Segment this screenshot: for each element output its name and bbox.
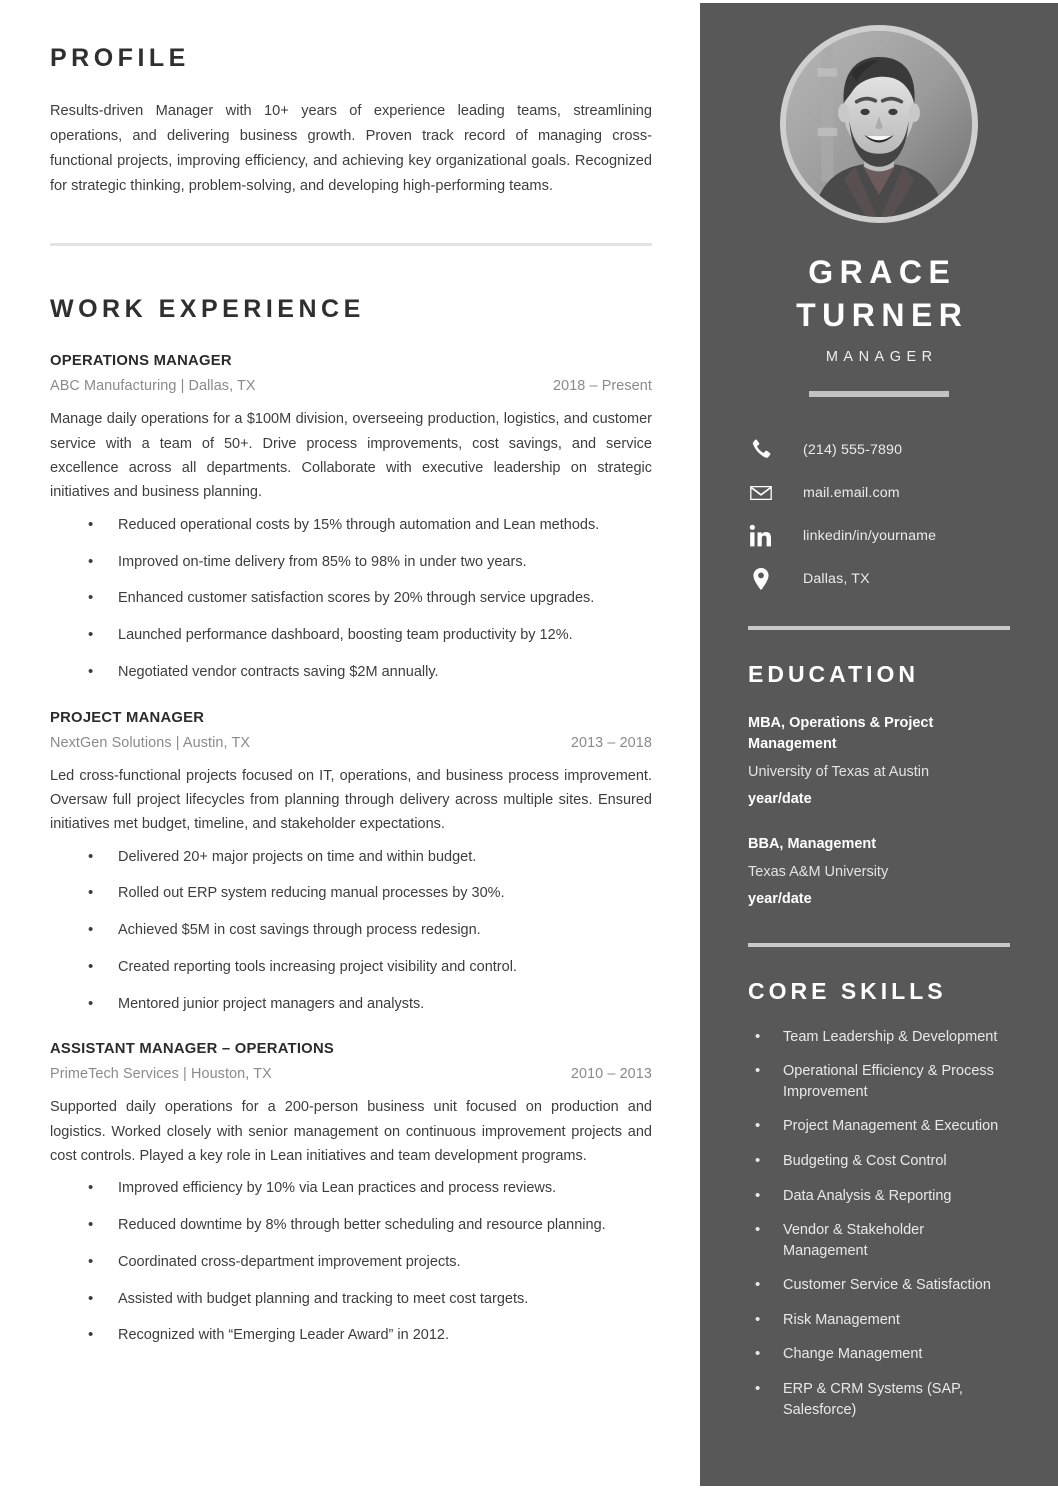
job-bullet-list <box>50 515 652 684</box>
name-block <box>748 251 1010 365</box>
core-skills-heading: CORE SKILLS <box>748 978 947 1005</box>
core-skill-item: • Customer Service & Satisfaction <box>748 1275 1010 1296</box>
core-skills-list <box>748 1027 1010 1421</box>
contact-row[interactable] <box>748 523 1010 549</box>
avatar-portrait-icon <box>786 31 972 217</box>
work-experience-item <box>50 710 652 1016</box>
job-meta <box>50 1066 652 1082</box>
job-bullet: • Negotiated vendor contracts saving $2M annually. <box>50 662 652 684</box>
contact-row[interactable] <box>748 437 1010 463</box>
education-school: University of Texas at Austin <box>748 763 930 780</box>
location-icon <box>748 566 778 592</box>
core-skill-item: • Team Leadership & Development <box>748 1027 1010 1048</box>
job-bullet: • Reduced operational costs by 15% through automation and Lean methods. <box>50 515 652 537</box>
core-skill-item: • Change Management <box>748 1344 1010 1365</box>
education-date: year/date <box>748 790 812 807</box>
core-skill-item: • Project Management & Execution <box>748 1116 1010 1137</box>
job-bullet: • Improved on-time delivery from 85% to 98% in under two years. <box>50 552 652 574</box>
avatar <box>780 25 978 223</box>
contact-text: linkedin/in/yourname <box>803 528 937 545</box>
education-item <box>748 834 1010 909</box>
education-heading: EDUCATION <box>748 661 920 688</box>
sidebar <box>700 3 1058 1486</box>
first-name: GRACE <box>808 254 957 290</box>
job-dates: 2018 – Present <box>552 378 652 395</box>
job-bullet: • Mentored junior project managers and analysts. <box>50 994 652 1016</box>
job-company: ABC Manufacturing | Dallas, TX <box>50 378 256 395</box>
job-role-subtitle: MANAGER <box>825 349 938 366</box>
job-bullet: • Coordinated cross-department improvement projects. <box>50 1252 652 1274</box>
work-experience-list <box>50 353 652 1347</box>
job-bullet: • Recognized with “Emerging Leader Award” in 2012. <box>50 1325 652 1347</box>
job-bullet: • Rolled out ERP system reducing manual processes by 30%. <box>50 883 652 905</box>
profile-heading: PROFILE <box>50 44 190 72</box>
job-description: Manage daily operations for a $100M division, overseeing production, logistics, and customer service with a team of 50+. Drive process improvements, cost savings, and service excellence across all departments. Collaborate with executive leadership on strategic initiatives and business planning. <box>50 411 652 501</box>
profile-summary-text: Results-driven Manager with 10+ years of experience leading teams, streamlining operations, and delivering business growth. Proven track record of managing cross-functional projects, improving efficiency, and achieving key organizational goals. Recognized for strategic thinking, problem-solving, and developing high-performing teams. <box>50 102 652 194</box>
work-experience-item <box>50 353 652 683</box>
core-skill-item: • Operational Efficiency & Process Improvement <box>748 1061 1010 1102</box>
education-date: year/date <box>748 891 812 908</box>
job-bullet: • Achieved $5M in cost savings through process redesign. <box>50 920 652 942</box>
core-skill-item: • Risk Management <box>748 1310 1010 1331</box>
job-title: OPERATIONS MANAGER <box>50 353 232 370</box>
education-degree: MBA, Operations & Project Management <box>748 715 934 752</box>
job-bullet: • Reduced downtime by 8% through better scheduling and resource planning. <box>50 1215 652 1237</box>
section-divider <box>50 243 652 246</box>
contact-text: Dallas, TX <box>803 571 870 588</box>
contact-row[interactable] <box>748 566 1010 592</box>
core-skill-item: • Data Analysis & Reporting <box>748 1186 1010 1207</box>
job-dates: 2010 – 2013 <box>570 1066 652 1083</box>
work-experience-item <box>50 1041 652 1347</box>
core-skill-item: • Budgeting & Cost Control <box>748 1151 1010 1172</box>
job-meta <box>50 735 652 751</box>
sidebar-divider-skills <box>748 943 1010 947</box>
job-bullet: • Created reporting tools increasing project visibility and control. <box>50 957 652 979</box>
job-company: NextGen Solutions | Austin, TX <box>50 734 251 751</box>
job-meta <box>50 378 652 394</box>
accent-bar <box>809 391 949 397</box>
education-list <box>748 713 1010 909</box>
job-description: Led cross-functional projects focused on IT, operations, and business process improvement. Oversaw full project lifecycles from planning through delivery across multiple sites. Ensured initiatives met budget, timeline, and stakeholder expectations. <box>50 767 652 833</box>
contact-row[interactable] <box>748 480 1010 506</box>
education-item <box>748 713 1010 809</box>
job-bullet: • Assisted with budget planning and tracking to meet cost targets. <box>50 1289 652 1311</box>
core-skill-item: • Vendor & Stakeholder Management <box>748 1220 1010 1261</box>
contact-text: mail.email.com <box>803 485 900 502</box>
phone-icon <box>748 437 778 463</box>
job-bullet-list <box>50 847 652 1016</box>
job-dates: 2013 – 2018 <box>570 734 652 751</box>
job-bullet: • Launched performance dashboard, boosting team productivity by 12%. <box>50 625 652 647</box>
education-school: Texas A&M University <box>748 863 889 880</box>
work-experience-heading: WORK EXPERIENCE <box>50 294 365 323</box>
job-title: PROJECT MANAGER <box>50 709 205 726</box>
job-description: Supported daily operations for a 200-person business unit focused on production and logistics. Worked closely with senior management on continuous improvement projects and cost controls. Played a key role in Lean initiatives and team development programs. <box>50 1099 652 1165</box>
contact-list <box>748 437 1010 592</box>
core-skill-item: • ERP & CRM Systems (SAP, Salesforce) <box>748 1379 1010 1420</box>
education-degree: BBA, Management <box>748 836 877 853</box>
job-company: PrimeTech Services | Houston, TX <box>50 1066 272 1083</box>
contact-text: (214) 555-7890 <box>803 442 903 459</box>
last-name: TURNER <box>796 296 969 333</box>
linkedin-icon <box>748 523 778 549</box>
job-title: ASSISTANT MANAGER – OPERATIONS <box>50 1041 335 1058</box>
job-bullet: • Enhanced customer satisfaction scores by 20% through service upgrades. <box>50 588 652 610</box>
job-bullet: • Improved efficiency by 10% via Lean practices and process reviews. <box>50 1178 652 1200</box>
job-bullet: • Delivered 20+ major projects on time and within budget. <box>50 847 652 869</box>
job-bullet-list <box>50 1178 652 1347</box>
email-icon <box>748 480 778 506</box>
sidebar-divider-education <box>748 626 1010 630</box>
